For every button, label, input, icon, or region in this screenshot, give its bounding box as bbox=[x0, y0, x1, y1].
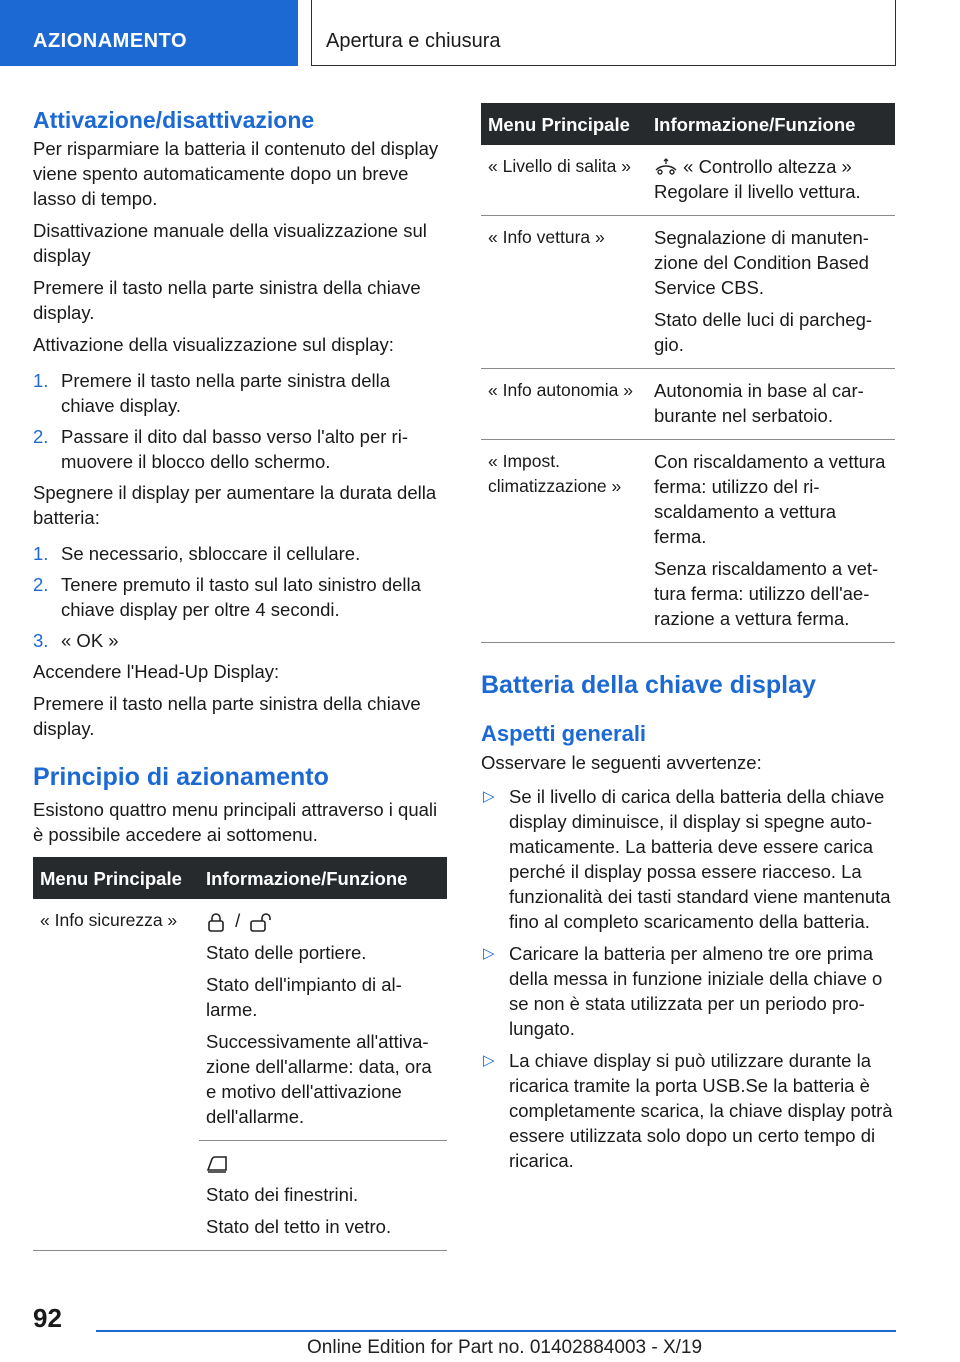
numbered-list bbox=[33, 368, 447, 474]
paragraph: Per risparmiare la batteria il contenuto del display viene spento automaticamente dopo un breve lasso di tempo. bbox=[33, 138, 439, 209]
table-header-row bbox=[481, 103, 895, 145]
list-item: 1. Premere il tasto nella parte sinistra della chiave display. bbox=[33, 370, 391, 416]
function-cell: Autonomia in base al carburante nel serbatoio. bbox=[647, 369, 895, 440]
menu-cell: « Info autonomia » bbox=[481, 369, 647, 440]
table-header-menu: Menu Principale bbox=[481, 103, 647, 145]
table-header-menu: Menu Principale bbox=[33, 857, 199, 899]
function-cell: Segnalazione di manutenzione del Condition Based Service CBS. Stato delle luci di parcheggio. bbox=[647, 216, 895, 369]
ride-height-icon bbox=[654, 158, 678, 178]
function-cell: « Controllo altezza » Regolare il livello vettura. bbox=[647, 145, 895, 216]
list-item: ▷ Caricare la batteria per almeno tre ore prima della messa in funzione iniziale della chiave o se non è stata utilizzata per un periodo prolungato. bbox=[483, 943, 883, 1039]
table-header-row bbox=[33, 857, 447, 899]
list-item: ▷ La chiave display si può utilizzare durante la ricarica tramite la porta USB.Se la batteria è completamente scarica, la chiave display potrà essere utilizzata solo dopo un certo tempo di ricarica. bbox=[483, 1050, 893, 1171]
footer-edition: Online Edition for Part no. 01402884003 - X/19 bbox=[307, 1337, 703, 1358]
lock-open-icon bbox=[249, 912, 275, 932]
paragraph: Premere il tasto nella parte sinistra della chiave display. bbox=[33, 277, 421, 323]
table-row bbox=[481, 440, 895, 643]
list-item: ▷ Se il livello di carica della batteria della chiave display diminuisce, il display si spegne automaticamente. La batteria deve essere carica perché il display possa essere riacceso. La funzionalità dei tasti standard viene mantenuta fino al completo scaricamento della batteria. bbox=[483, 786, 891, 932]
paragraph: Accendere l'Head-Up Display: bbox=[33, 661, 280, 682]
paragraph: Disattivazione manuale della visualizzazione sul display bbox=[33, 220, 427, 266]
table-row bbox=[481, 369, 895, 440]
table-row bbox=[481, 145, 895, 216]
menu-table-right bbox=[481, 103, 895, 643]
footer-divider bbox=[96, 1330, 896, 1332]
function-cell: Con riscaldamento a vettura ferma: utilizzo del riscaldamento a vettura ferma. Senza riscaldamento a vettura ferma: utilizzo dell'aerazione a vettura ferma. bbox=[647, 440, 895, 643]
numbered-list bbox=[33, 541, 447, 653]
paragraph: Spegnere il display per aumentare la durata della batteria: bbox=[33, 482, 437, 528]
list-item: 1. Se necessario, sbloccare il cellulare. bbox=[33, 543, 361, 564]
bullet-icon: ▷ bbox=[483, 788, 495, 805]
heading-general: Aspetti generali bbox=[481, 721, 647, 746]
bullet-icon: ▷ bbox=[483, 1052, 495, 1069]
paragraph: Attivazione della visualizzazione sul display: bbox=[33, 334, 394, 355]
section-tab: AZIONAMENTO bbox=[0, 0, 298, 66]
page-number: 92 bbox=[33, 1303, 62, 1333]
bullet-list bbox=[481, 784, 895, 1173]
bullet-icon: ▷ bbox=[483, 945, 495, 962]
heading-activation: Attivazione/disattivazione bbox=[33, 107, 315, 133]
menu-cell: « Info sicurezza » bbox=[33, 899, 199, 1251]
lock-closed-icon bbox=[206, 912, 226, 932]
menu-cell: « Livello di salita » bbox=[481, 145, 647, 216]
list-item: 3. « OK » bbox=[33, 630, 119, 651]
heading-principle: Principio di azionamento bbox=[33, 763, 329, 791]
list-item: 2. Passare il dito dal basso verso l'alto per rimuovere il blocco dello schermo. bbox=[33, 426, 408, 472]
left-column bbox=[33, 104, 447, 1251]
window-icon bbox=[206, 1154, 228, 1174]
heading-battery: Batteria della chiave display bbox=[481, 671, 816, 699]
table-row bbox=[33, 899, 447, 1141]
menu-table-left bbox=[33, 857, 447, 1251]
page-header bbox=[0, 0, 960, 66]
menu-cell: « Impost. climatizzazione » bbox=[481, 440, 647, 643]
table-header-function: Informazione/Funzione bbox=[199, 857, 447, 899]
topic-tab: Apertura e chiusura bbox=[311, 0, 896, 66]
list-item: 2. Tenere premuto il tasto sul lato sinistro della chiave display per oltre 4 secondi. bbox=[33, 574, 421, 620]
paragraph: Premere il tasto nella parte sinistra della chiave display. bbox=[33, 693, 421, 739]
function-cell: / Stato delle portiere. Stato dell'impianto di allarme. Successivamente all'attivazione dell'allarme: data, ora e motivo dell'attivazione dell'allarme. bbox=[199, 899, 447, 1141]
table-row bbox=[481, 216, 895, 369]
function-cell: Stato dei finestrini. Stato del tetto in vetro. bbox=[199, 1141, 447, 1251]
paragraph: Osservare le seguenti avvertenze: bbox=[481, 752, 762, 773]
menu-cell: « Info vettura » bbox=[481, 216, 647, 369]
paragraph: Esistono quattro menu principali attraverso i quali è possibile accedere ai sottomenu. bbox=[33, 799, 438, 845]
right-column bbox=[481, 103, 895, 1180]
table-header-function: Informazione/Funzione bbox=[647, 103, 895, 145]
